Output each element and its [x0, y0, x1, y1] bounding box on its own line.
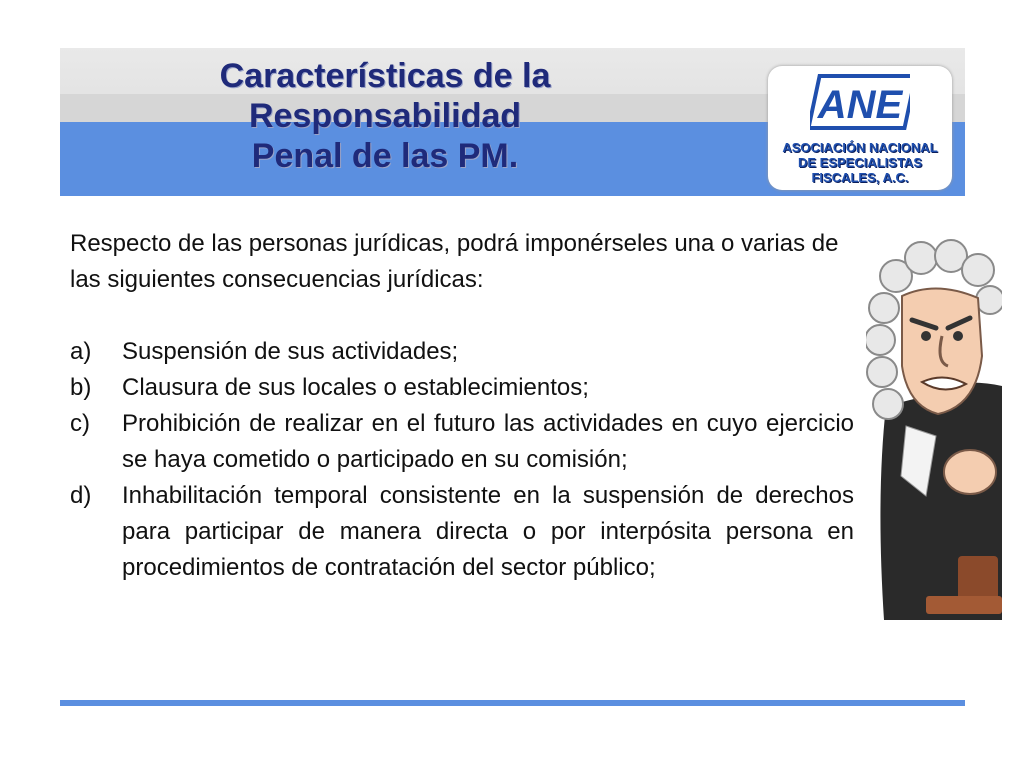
footer-divider	[60, 700, 965, 706]
list-item	[70, 334, 854, 370]
slide-body	[70, 226, 854, 586]
list-item-text: Inhabilitación temporal consistente en la suspensión de derechos para participar de manera directa o por interpósita persona en procedimientos de contratación del sector público;	[122, 482, 854, 581]
list-item-letter: b)	[70, 374, 92, 401]
judge-cartoon-icon	[866, 236, 1002, 620]
association-logo	[768, 66, 952, 190]
list-item-text: Clausura de sus locales o establecimientos;	[122, 374, 589, 401]
list-item-text: Suspensión de sus actividades;	[122, 338, 459, 365]
slide-title	[150, 56, 620, 176]
list-item-letter: a)	[70, 338, 92, 365]
title-line-3: Penal de las PM.	[251, 137, 519, 175]
logo-caption	[768, 140, 952, 185]
list-item	[70, 406, 854, 478]
ane-logo-icon	[810, 74, 910, 130]
list-item	[70, 370, 854, 406]
title-line-2: Responsabilidad	[248, 97, 522, 135]
logo-line-3: FISCALES, A.C.	[811, 170, 909, 185]
title-line-1: Características de la	[219, 57, 551, 95]
logo-line-1: ASOCIACIÓN NACIONAL	[782, 140, 938, 155]
logo-mark-text: ANE	[817, 83, 903, 127]
intro-paragraph: Respecto de las personas jurídicas, podrá imponérseles una o varias de las siguientes consecuencias jurídicas:	[70, 230, 839, 293]
list-item-text: Prohibición de realizar en el futuro las actividades en cuyo ejercicio se haya cometido o participado en su comisión;	[122, 410, 854, 473]
list-item-letter: c)	[70, 410, 90, 437]
list-item-letter: d)	[70, 482, 92, 509]
logo-line-2: DE ESPECIALISTAS	[797, 155, 922, 170]
list-item	[70, 478, 854, 586]
